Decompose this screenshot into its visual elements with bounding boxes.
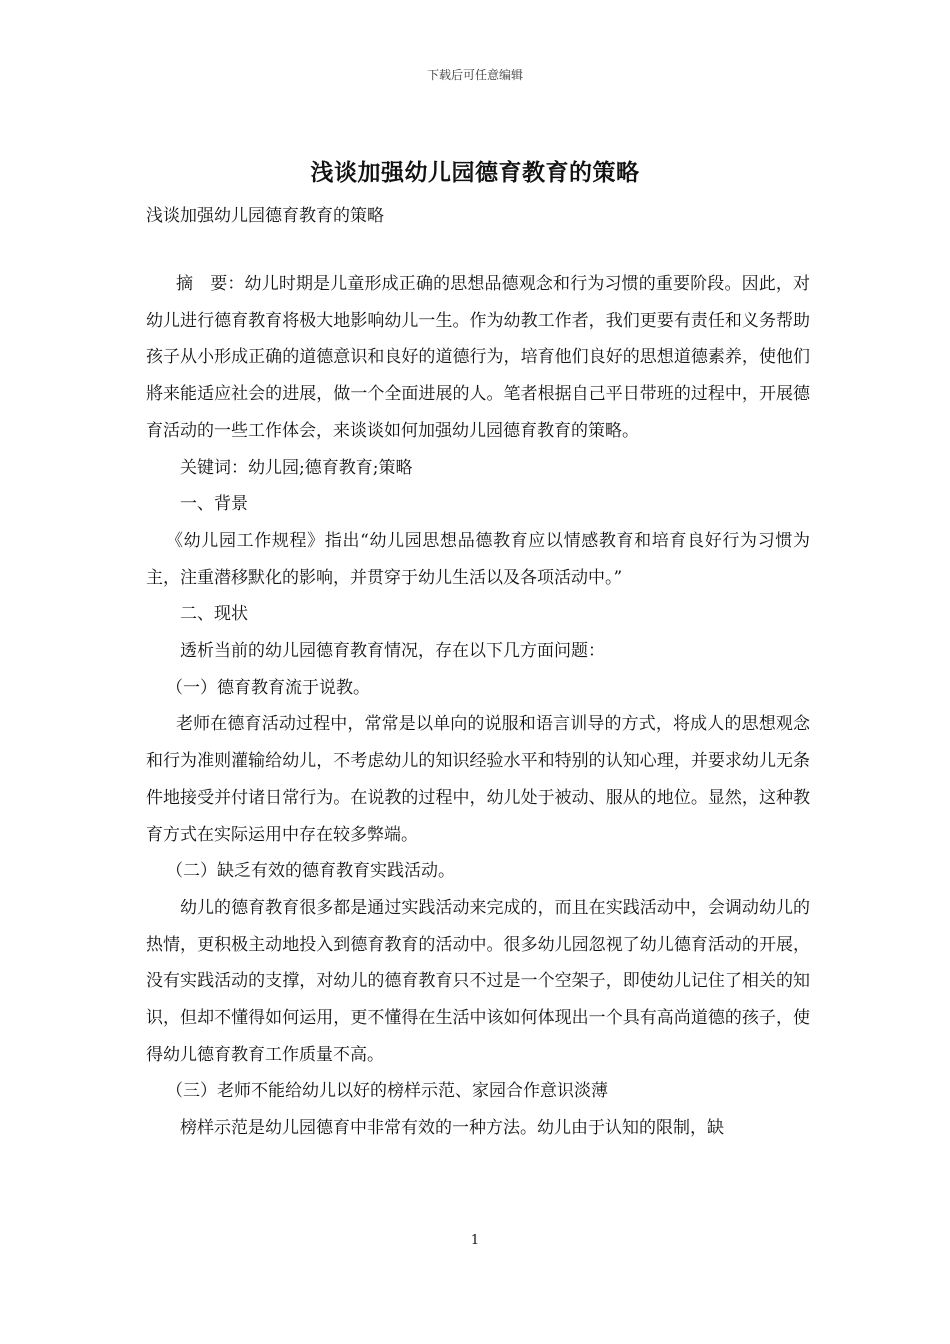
document-title: 浅谈加强幼儿园德育教育的策略	[310, 159, 640, 186]
document-subtitle: 浅谈加强幼儿园德育教育的策略	[146, 206, 384, 226]
body-paragraph: 幼儿的德育教育很多都是通过实践活动来完成的，而且在实践活动中，会调动幼儿的热情，更积极主动地投入到德育教育的活动中。很多幼儿园忽视了幼儿德育活动的开展，没有实践活动的支撑，对幼儿的德育教育只不过是一个空架子，即使幼儿记住了相关的知识，但却不懂得如何运用，更不懂得在生活中该如何体现出一个具有高尚道德的孩子，使得幼儿德育教育工作质量不高。	[146, 897, 810, 1065]
body-paragraph: 榜样示范是幼儿园德育中非常有效的一种方法。幼儿由于认知的限制，缺	[180, 1118, 724, 1139]
subsection-heading-3: （三）老师不能给幼儿以好的榜样示范、家园合作意识淡薄	[166, 1081, 608, 1102]
document-body	[146, 266, 810, 1147]
section-heading-status: 二、现状	[180, 604, 248, 625]
body-paragraph: 透析当前的幼儿园德育教育情况，存在以下几方面问题：	[180, 641, 605, 662]
body-paragraph: 老师在德育活动过程中，常常是以单向的说服和语言训导的方式，将成人的思想观念和行为准则灌输给幼儿，不考虑幼儿的知识经验水平和特别的认知心理，并要求幼儿无条件地接受并付诸日常行为。在说教的过程中，幼儿处于被动、服从的地位。显然，这种教育方式在实际运用中存在较多弊端。	[146, 714, 810, 845]
keywords-line: 关键词：幼儿园;德育教育;策略	[180, 457, 413, 478]
header-note: 下载后可任意编辑	[426, 68, 523, 82]
page-number: 1	[470, 1233, 480, 1248]
body-paragraph: 《幼儿园工作规程》指出“幼儿园思想品德教育应以情感教育和培育良好行为习惯为主，注重潜移默化的影响，并贯穿于幼儿生活以及各项活动中。”	[146, 530, 810, 588]
section-heading-background: 一、背景	[180, 494, 248, 515]
subsection-heading-1: （一）德育教育流于说教。	[166, 677, 370, 698]
subsection-heading-2: （二）缺乏有效的德育教育实践活动。	[166, 861, 455, 882]
abstract-paragraph: 摘 要：幼儿时期是儿童形成正确的思想品德观念和行为习惯的重要阶段。因此，对幼儿进行德育教育将极大地影响幼儿一生。作为幼教工作者，我们更要有责任和义务帮助孩子从小形成正确的道德意识和良好的道德行为，培育他们良好的思想道德素养，使他们將来能适应社会的进展，做一个全面进展的人。笔者根据自己平日带班的过程中，开展德育活动的一些工作体会，来谈谈如何加强幼儿园德育教育的策略。	[146, 274, 810, 441]
